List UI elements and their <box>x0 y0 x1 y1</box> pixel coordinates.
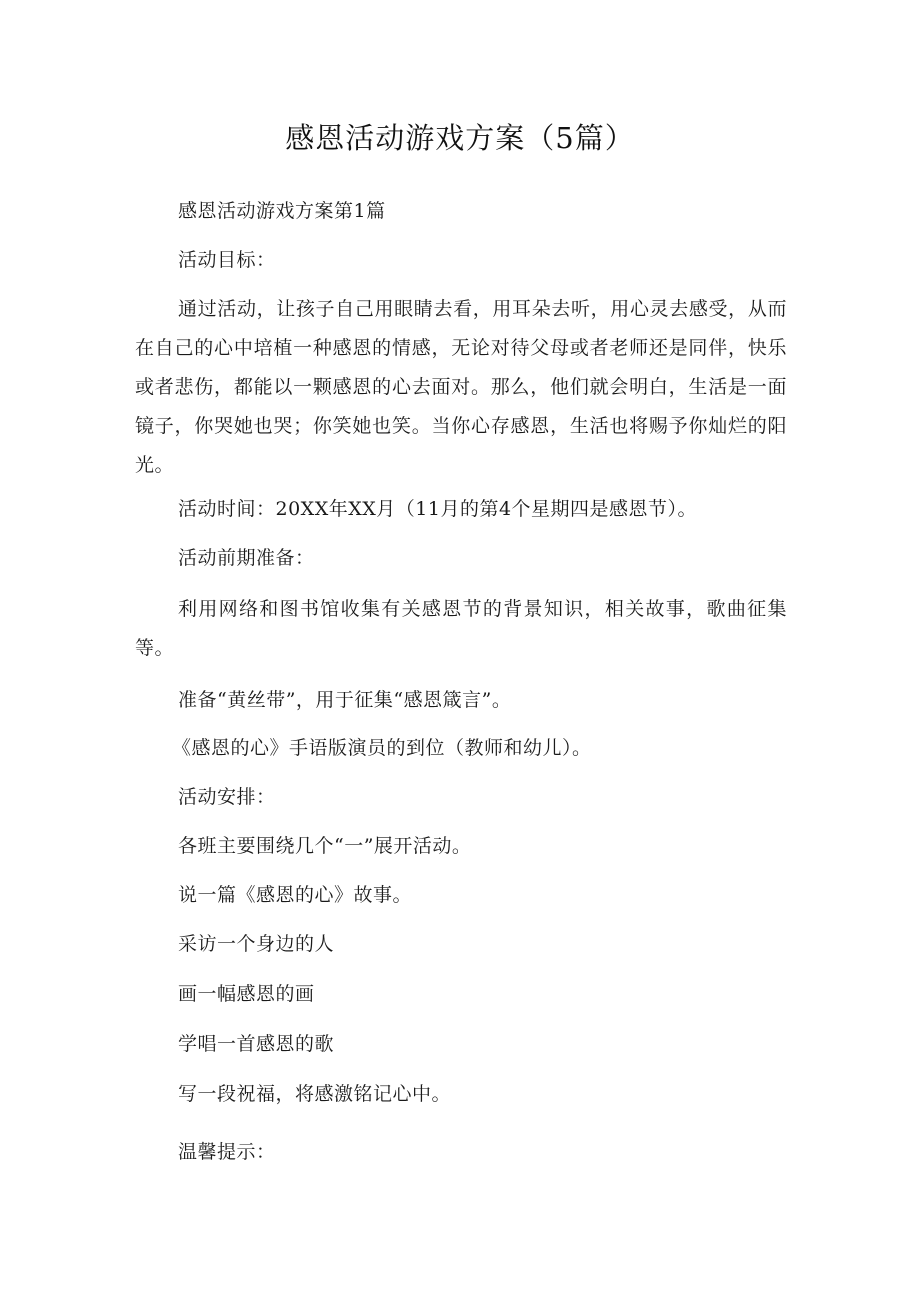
section-heading: 感恩活动游戏方案第1篇 <box>178 200 386 222</box>
goal-label: 活动目标： <box>178 249 276 271</box>
prep-label: 活动前期准备： <box>178 547 315 569</box>
list-item: 画一幅感恩的画 <box>178 983 315 1005</box>
list-item: 说一篇《感恩的心》故事。 <box>178 884 413 906</box>
tips-label: 温馨提示： <box>178 1141 276 1163</box>
sign-language-line: 《感恩的心》手语版演员的到位（教师和幼儿）。 <box>172 737 592 759</box>
arrange-label: 活动安排： <box>178 786 276 808</box>
arrange-intro: 各班主要围绕几个“一”展开活动。 <box>178 835 472 857</box>
list-item: 写一段祝福，将感激铭记心中。 <box>178 1083 452 1105</box>
time-line: 活动时间：20XX年XX月（11月的第4个星期四是感恩节）。 <box>178 498 698 520</box>
list-item: 学唱一首感恩的歌 <box>178 1033 335 1055</box>
list-item: 采访一个身边的人 <box>178 933 335 955</box>
prep-paragraph: 利用网络和图书馆收集有关感恩节的背景知识，相关故事，歌曲征集等。 <box>135 598 787 659</box>
document-title: 感恩活动游戏方案（5篇） <box>285 121 635 155</box>
goal-paragraph: 通过活动，让孩子自己用眼睛去看，用耳朵去听，用心灵去感受，从而在自己的心中培植一种感恩的情感，无论对待父母或者老师还是同伴，快乐或者悲伤，都能以一颗感恩的心去面对。那么，他们就会明白，生活是一面镜子，你哭她也哭；你笑她也笑。当你心存感恩，生活也将赐予你灿烂的阳光。 <box>135 298 787 476</box>
ribbon-line: 准备“黄丝带”，用于征集“感恩箴言”。 <box>178 689 512 711</box>
